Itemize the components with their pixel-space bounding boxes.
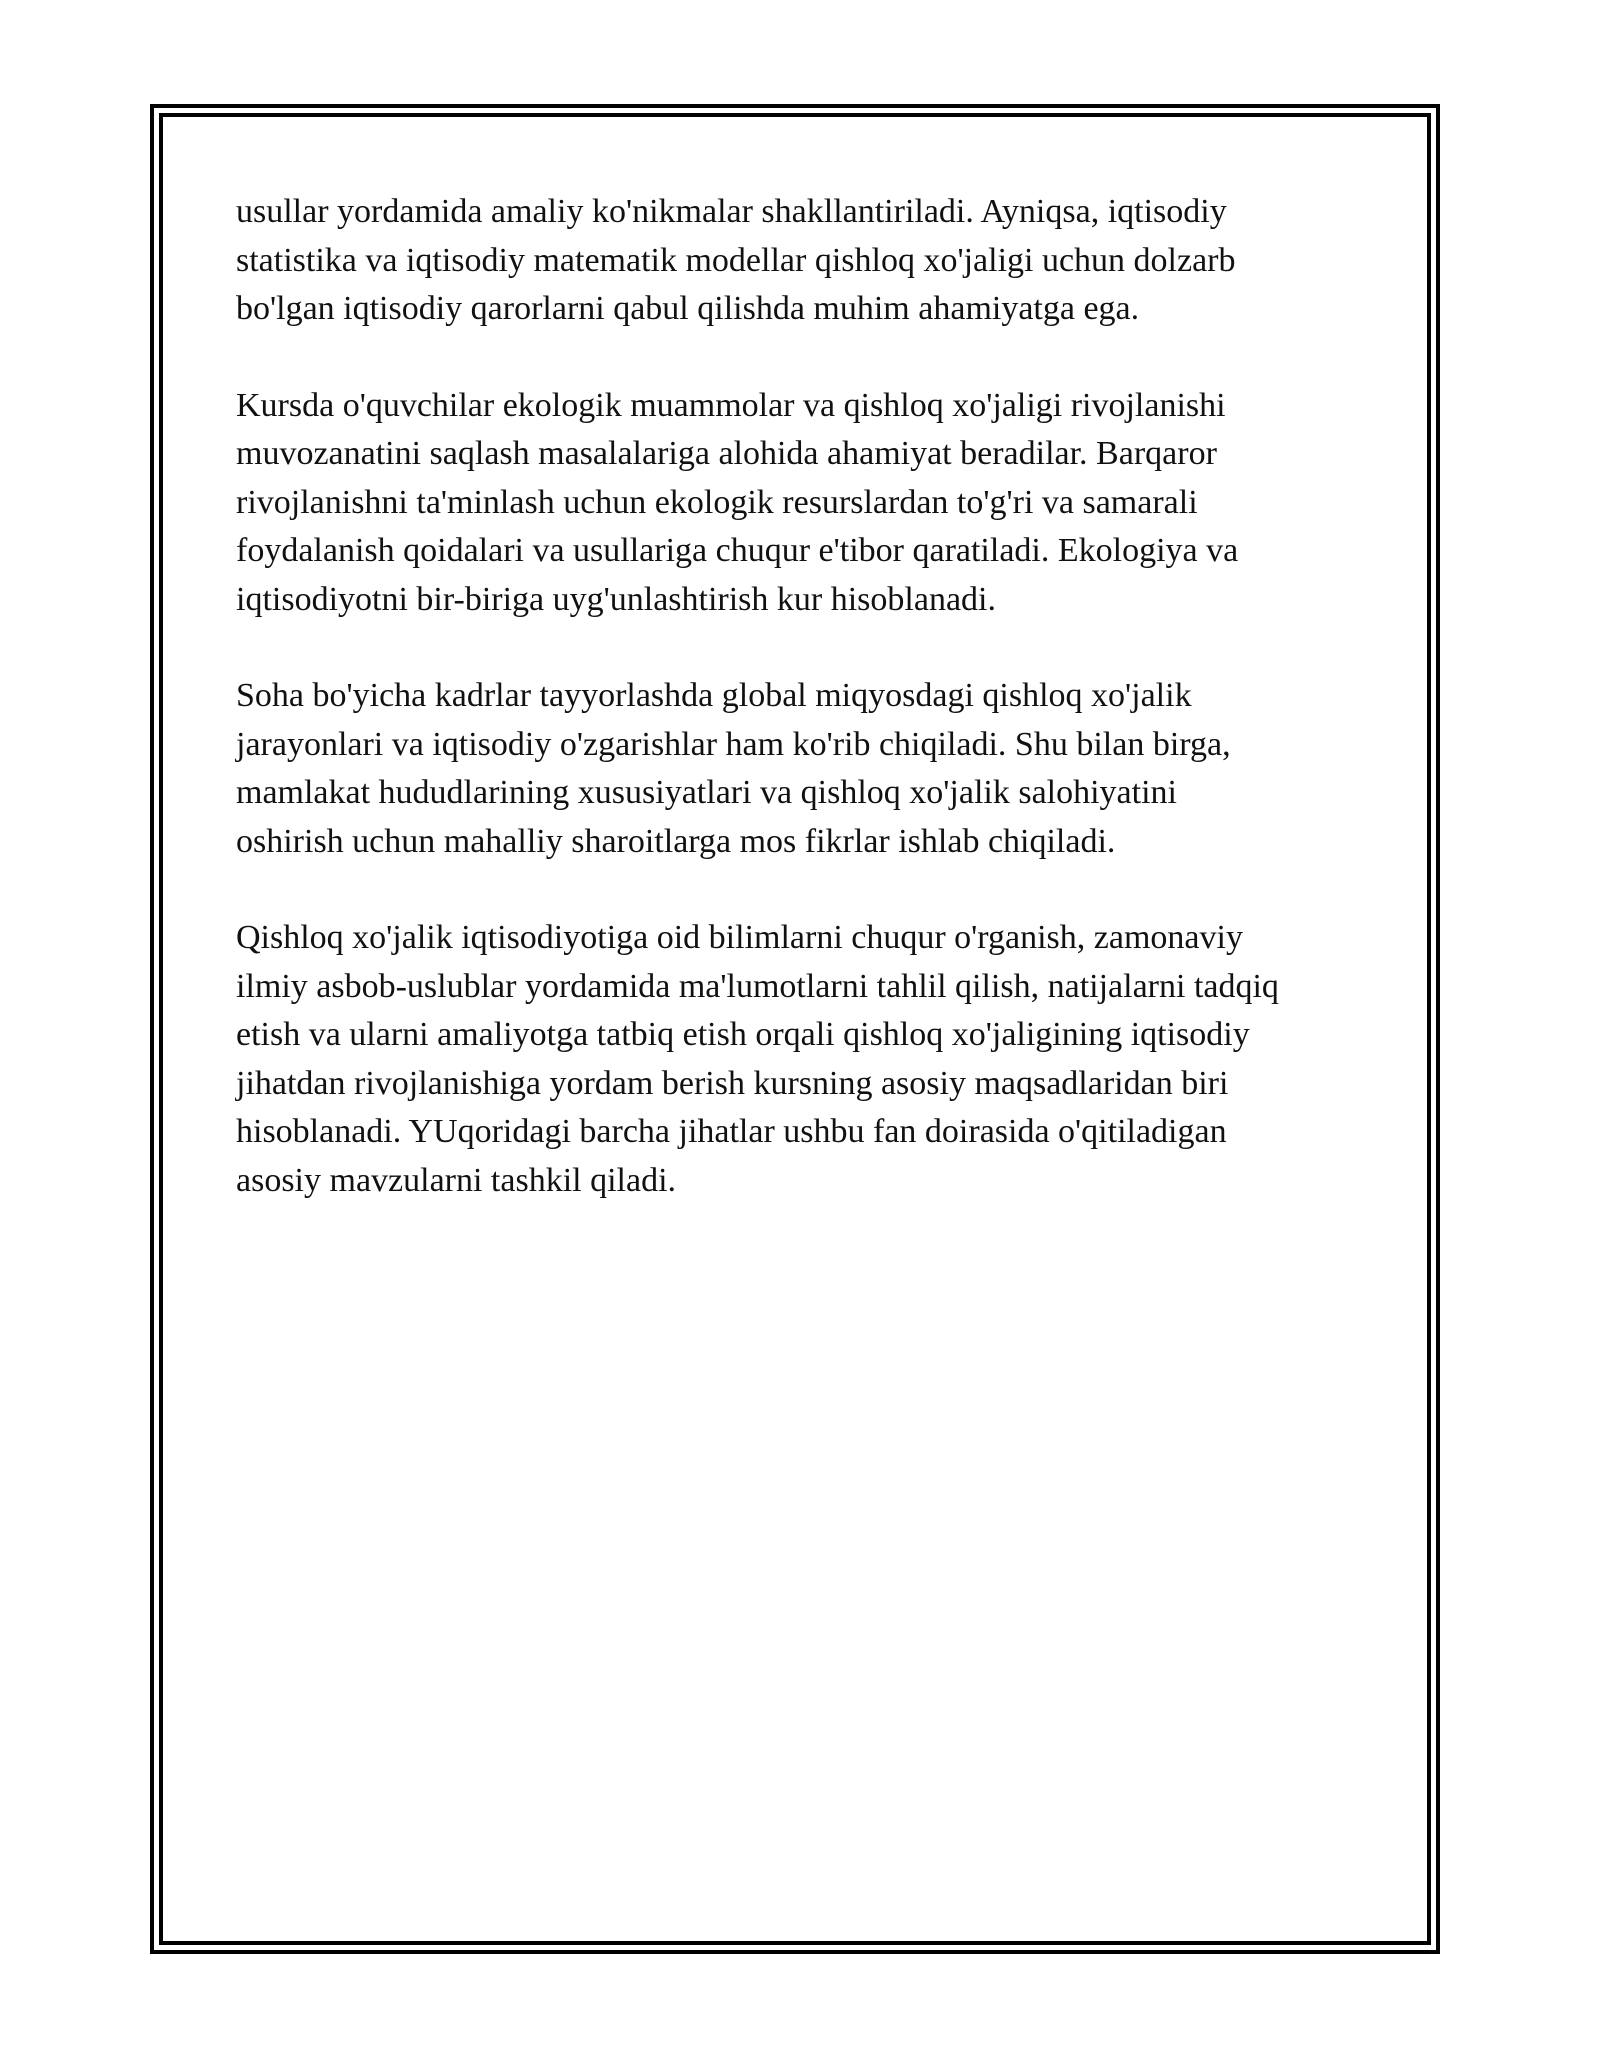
paragraph-1 [236,188,1376,334]
paragraph-line: mamlakat hududlarining xususiyatlari va qishloq xo'jalik salohiyatini [236,774,1177,811]
paragraph-line: hisoblanadi. YUqoridagi barcha jihatlar ushbu fan doirasida o'qitiladigan [236,1113,1227,1150]
paragraph-line: Qishloq xo'jalik iqtisodiyotiga oid bilimlarni chuqur o'rganish, zamonaviy [236,919,1243,956]
paragraph-line: jihatdan rivojlanishiga yordam berish kursning asosiy maqsadlaridan biri [236,1064,1229,1102]
paragraph-line: oshirish uchun mahalliy sharoitlarga mos fikrlar ishlab chiqiladi. [236,822,1116,860]
paragraph-line: rivojlanishni ta'minlash uchun ekologik resurslardan to'g'ri va samarali [236,483,1198,521]
paragraph-line: bo'lgan iqtisodiy qarorlarni qabul qilishda muhim ahamiyatga ega. [236,290,1140,327]
paragraph-4 [236,914,1376,1205]
paragraph-3 [236,672,1376,866]
paragraph-line: statistika va iqtisodiy matematik modellar qishloq xo'jaligi uchun dolzarb [236,241,1236,279]
paragraph-line: foydalanish qoidalari va usullariga chuqur e'tibor qaratiladi. Ekologiya va [236,532,1239,569]
document-body [236,188,1376,1253]
paragraph-line: jarayonlari va iqtisodiy o'zgarishlar ham ko'rib chiqiladi. Shu bilan birga, [236,725,1231,763]
paragraph-line: iqtisodiyotni bir-biriga uyg'unlashtirish kur hisoblanadi. [236,580,996,618]
paragraph-line: asosiy mavzularni tashkil qiladi. [236,1161,677,1199]
paragraph-line: Kursda o'quvchilar ekologik muammolar va qishloq xo'jaligi rivojlanishi [236,386,1226,424]
paragraph-line: usullar yordamida amaliy ko'nikmalar shakllantiriladi. Ayniqsa, iqtisodiy [236,193,1227,230]
paragraph-2 [236,382,1376,625]
paragraph-line: ilmiy asbob-uslublar yordamida ma'lumotlarni tahlil qilish, natijalarni tadqiq [236,967,1279,1005]
paragraph-line: Soha bo'yicha kadrlar tayyorlashda global miqyosdagi qishloq xo'jalik [236,677,1192,714]
paragraph-line: etish va ularni amaliyotga tatbiq etish orqali qishloq xo'jaligining iqtisodiy [236,1016,1250,1053]
paragraph-line: muvozanatini saqlash masalalariga alohida ahamiyat beradilar. Barqaror [236,435,1217,472]
